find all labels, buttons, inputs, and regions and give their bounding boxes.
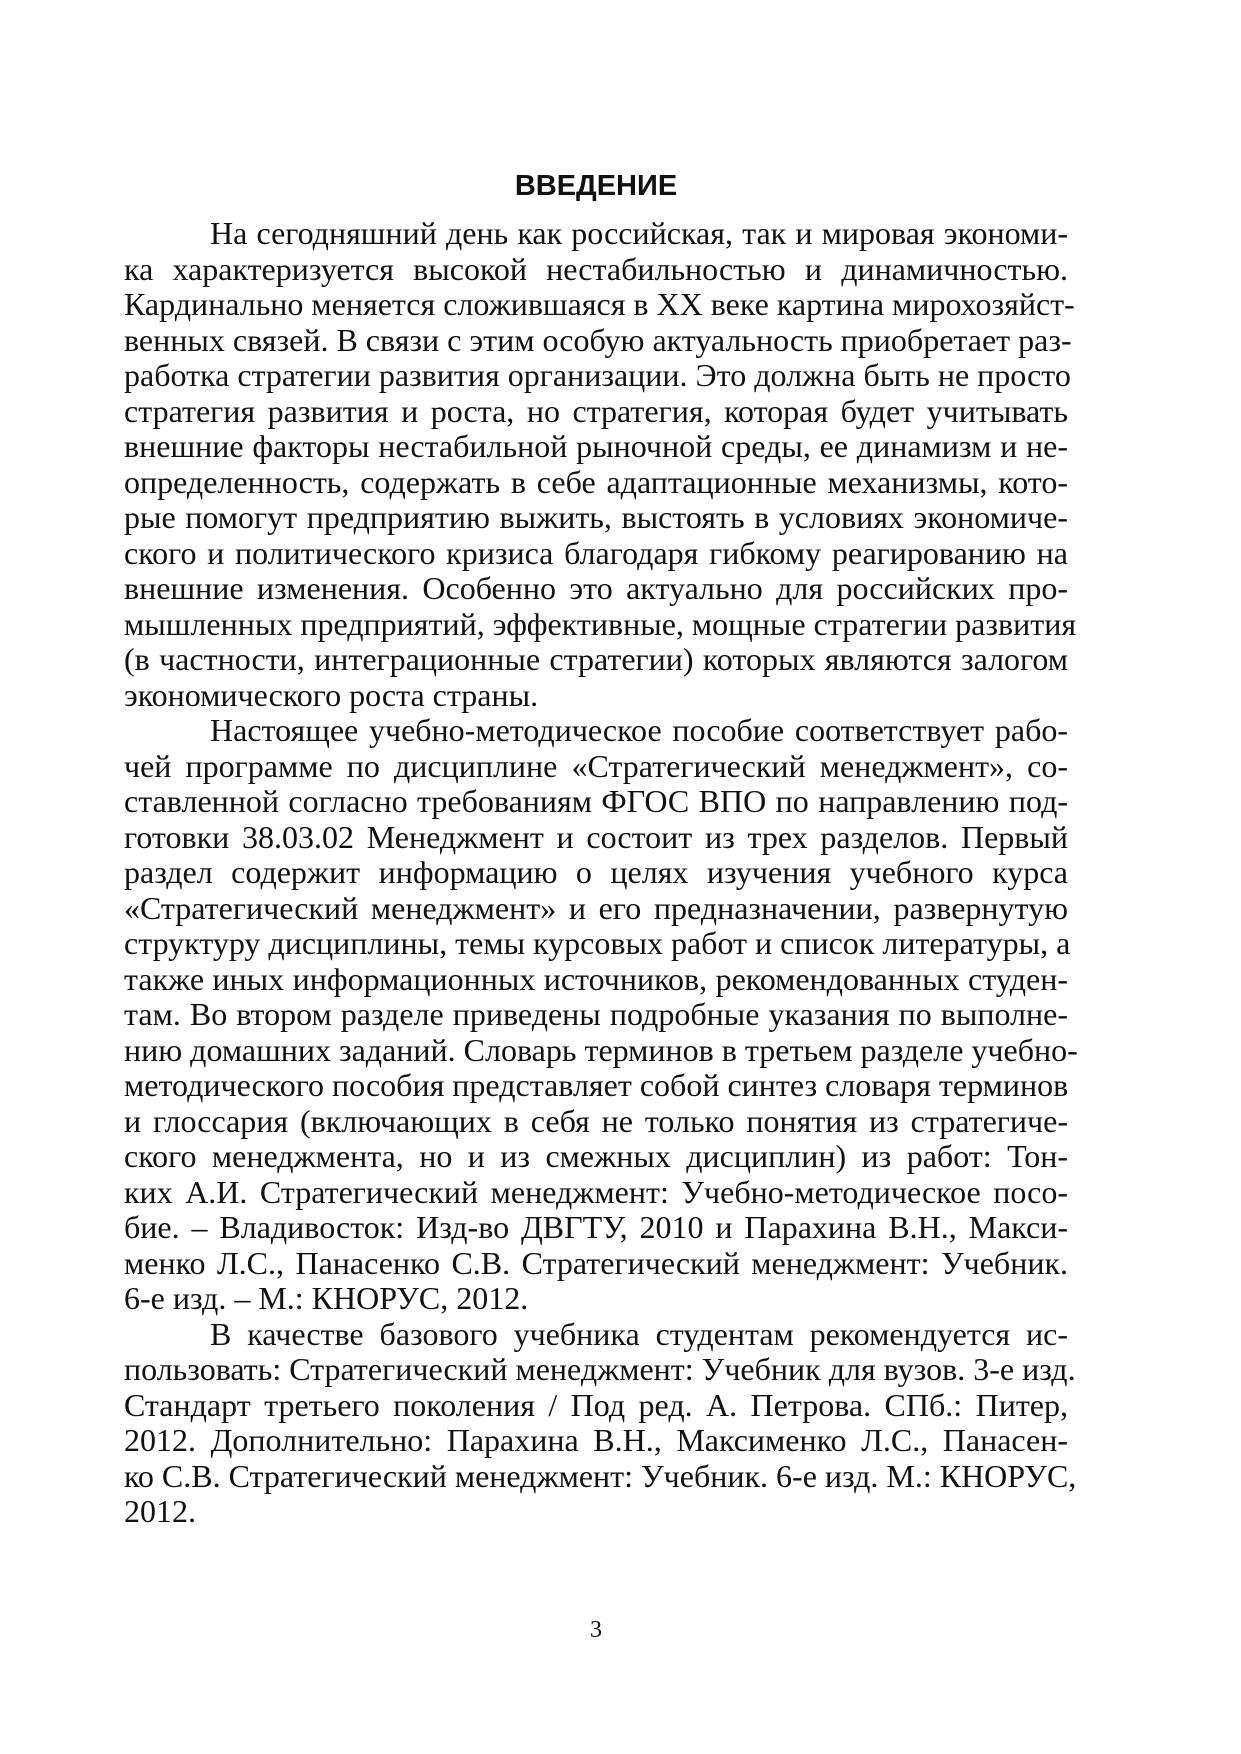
text-line: менко Л.С., Панасенко С.В. Стратегический менеджмент: Учебник. bbox=[124, 1244, 1068, 1281]
page-title: ВВЕДЕНИЕ bbox=[514, 170, 678, 202]
text-line: нию домашних заданий. Словарь терминов в третьем разделе учебно- bbox=[124, 1031, 1078, 1068]
text-line: раздел содержит информацию о целях изучения учебного курса bbox=[124, 854, 1068, 890]
text-line: ского и политического кризиса благодаря гибкому реагированию на bbox=[124, 534, 1068, 571]
text-line: бие. – Владивосток: Изд-во ДВГТУ, 2010 и Парахина В.Н., Макси- bbox=[124, 1209, 1068, 1245]
text-line: 2012. bbox=[124, 1493, 196, 1529]
text-line: ких А.И. Стратегический менеджмент: Учебно-методическое посо- bbox=[124, 1173, 1068, 1210]
text-line: готовки 38.03.02 Менеджмент и состоит из трех разделов. Первый bbox=[124, 818, 1068, 855]
text-line: определенность, содержать в себе адаптационные механизмы, кото- bbox=[124, 463, 1068, 500]
text-line: рые помогут предприятию выжить, выстоять в условиях экономиче- bbox=[124, 499, 1068, 535]
text-line: ского менеджмента, но и из смежных дисциплин) из работ: Тон- bbox=[124, 1138, 1068, 1174]
paragraph-2 bbox=[124, 712, 1078, 1317]
text-line: и глоссария (включающих в себя не только понятия из стратегиче- bbox=[124, 1102, 1068, 1139]
text-line: работка стратегии развития организации. Это должна быть не просто bbox=[124, 357, 1071, 393]
text-line: ставленной согласно требованиям ФГОС ВПО по направлению под- bbox=[124, 783, 1068, 819]
text-line: ко С.В. Стратегический менеджмент: Учебник. 6-е изд. М.: КНОРУС, bbox=[124, 1457, 1077, 1494]
text-line: В качестве базового учебника студентам рекомендуется ис- bbox=[210, 1315, 1068, 1352]
text-line: внешние факторы нестабильной рыночной среды, ее динамизм и не- bbox=[124, 428, 1068, 464]
text-line: там. Во втором разделе приведены подробные указания по выполне- bbox=[124, 996, 1068, 1032]
text-line: «Стратегический менеджмент» и его предназначении, развернутую bbox=[124, 889, 1068, 926]
text-line: Настоящее учебно-методическое пособие соответствует рабо- bbox=[210, 712, 1068, 748]
text-line: Стандарт третьего поколения / Под ред. А. Петрова. СПб.: Питер, bbox=[124, 1386, 1068, 1423]
text-line: ка характеризуется высокой нестабильностью и динамичностью. bbox=[124, 250, 1068, 287]
text-line: 2012. Дополнительно: Парахина В.Н., Максименко Л.С., Панасен- bbox=[124, 1422, 1068, 1458]
paragraph-3 bbox=[124, 1315, 1077, 1530]
text-line: чей программе по дисциплине «Стратегический менеджмент», со- bbox=[124, 747, 1068, 784]
text-line: пользовать: Стратегический менеджмент: Учебник для вузов. 3-е изд. bbox=[124, 1351, 1076, 1387]
text-line: Кардинально меняется сложившаяся в XX веке картина мирохозяйст- bbox=[124, 286, 1075, 322]
body-text bbox=[124, 215, 1078, 1530]
text-line: мышленных предприятий, эффективные, мощные стратегии развития bbox=[124, 605, 1077, 642]
paragraph-1 bbox=[124, 215, 1077, 713]
text-line: методического пособия представляет собой синтез словаря терминов bbox=[124, 1067, 1069, 1103]
text-line: венных связей. В связи с этим особую актуальность приобретает раз- bbox=[124, 321, 1072, 358]
text-line: экономического роста страны. bbox=[124, 676, 539, 713]
text-line: стратегия развития и роста, но стратегия, которая будет учитывать bbox=[124, 392, 1068, 429]
text-line: 6-е изд. – М.: КНОРУС, 2012. bbox=[124, 1280, 529, 1316]
text-line: (в частности, интеграционные стратегии) которых являются залогом bbox=[124, 641, 1068, 677]
text-line: также иных информационных источников, рекомендованных студен- bbox=[124, 960, 1068, 997]
text-line: структуру дисциплины, темы курсовых работ и список литературы, а bbox=[124, 925, 1071, 961]
page-number: 3 bbox=[590, 1617, 602, 1643]
text-line: На сегодняшний день как российская, так и мировая экономи- bbox=[210, 215, 1068, 251]
text-line: внешние изменения. Особенно это актуально для российских про- bbox=[124, 570, 1068, 606]
